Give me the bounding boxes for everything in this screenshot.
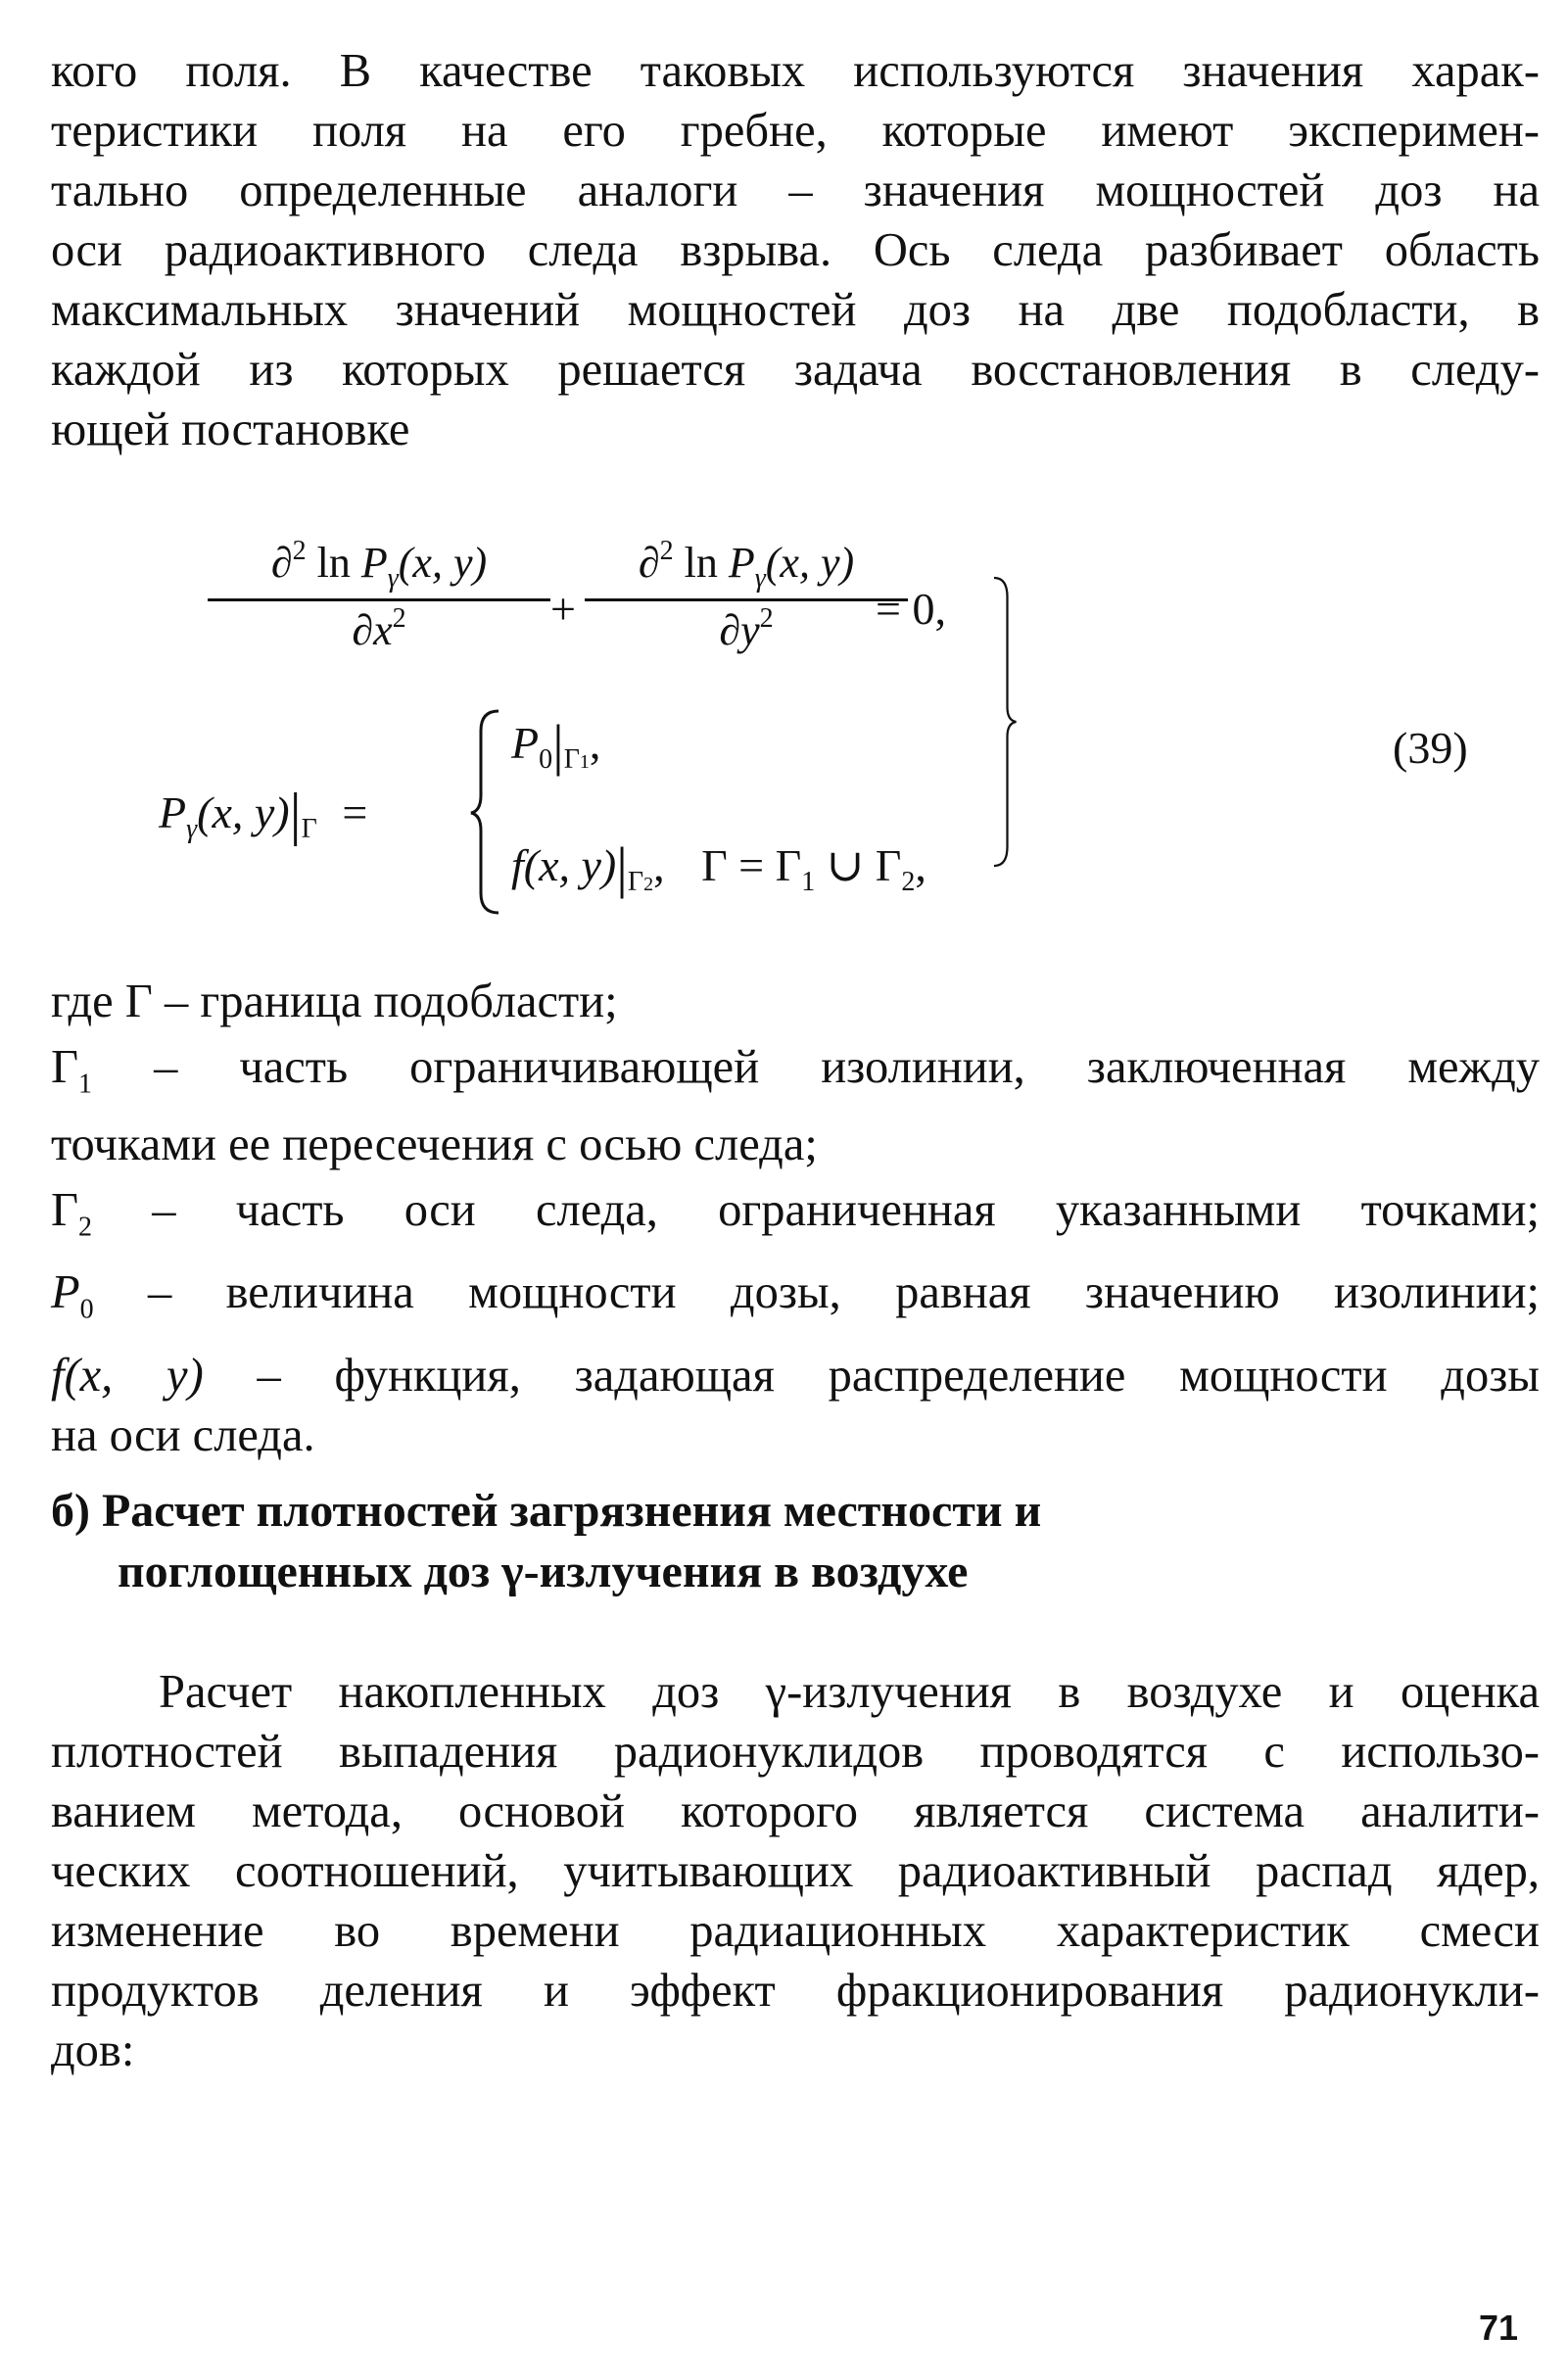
- text-line: ющей постановке: [51, 404, 410, 455]
- page: [51, 41, 1540, 2076]
- page-number: 71: [1479, 2308, 1519, 2348]
- text-line: плотностей выпадения радионуклидов проводятся с использо-: [51, 1726, 1540, 1778]
- case-2: f(x, $y)|_{\Gamma 2}$, $\Gamma = \Gamma_1$ ∪ $\Gamma_2$,: [511, 835, 926, 899]
- definition-gamma2: $\Gamma_2$ – часть оси следа, ограниченная указанными точками;: [51, 1183, 1540, 1243]
- text-line: оси радиоактивного следа взрыва. Ось следа разбивает область: [51, 224, 1540, 276]
- left-brace-icon: [467, 707, 506, 918]
- definitions: [51, 972, 1540, 1465]
- case-1: $P_0|_{\Gamma 1}$,: [511, 713, 601, 777]
- plus-sign: +: [550, 584, 576, 634]
- text-line: ческих соотношений, учитывающих радиоактивный распад ядер,: [51, 1845, 1540, 1897]
- text-line: изменение во времени радиационных характеристик смеси: [51, 1905, 1540, 1957]
- text-line: кого поля. В качестве таковых используются значения харак-: [51, 45, 1540, 97]
- fraction-d2-dx2: ∂$^2$ $\ln P_\gamma(x$, y) $\partial x^2$: [208, 536, 550, 655]
- equals-zero: = 0,: [876, 584, 946, 634]
- body-paragraph: [51, 1662, 1540, 2080]
- text-line: дов:: [51, 2024, 135, 2076]
- definition-p0: $P_0$ – величина мощности дозы, равная значению изолинии;: [51, 1266, 1540, 1326]
- text-line: продуктов деления и эффект фракционирования радионукли-: [51, 1965, 1540, 2017]
- fraction-d2-dy2: ∂$^2$ $\ln P_\gamma(x$, y) $\partial y^2$: [585, 536, 908, 655]
- text-line: Расчет накопленных доз γ-излучения в воздухе и оценка: [159, 1666, 1540, 1718]
- text-line: каждой из которых решается задача восстановления в следу-: [51, 344, 1540, 396]
- definition-f: f(x, y) – функция, задающая распределение мощности дозы на оси следа.: [51, 1350, 1540, 1462]
- text-line: тально определенные аналоги – значения мощностей доз на: [51, 165, 1540, 216]
- section-heading: б) Расчет плотностей загрязнения местности и поглощенных доз γ-излучения в воздухе: [51, 1485, 1042, 1597]
- text-line: ванием метода, основой которого является система аналити-: [51, 1785, 1540, 1837]
- definition-gamma1: $\Gamma_1$ – часть ограничивающей изолинии, заключенная между точками ее пересечения с осью следа;: [51, 1041, 1540, 1170]
- text-line: теристики поля на его гребне, которые имеют эксперимен-: [51, 105, 1540, 157]
- definition-gamma: где Γ – граница подобласти;: [51, 976, 618, 1027]
- equation-number: (39): [1393, 723, 1468, 773]
- equation-39: [51, 516, 1540, 937]
- text-line: максимальных значений мощностей доз на две подобласти, в: [51, 284, 1540, 336]
- intro-paragraph: [51, 41, 1540, 459]
- right-brace-icon: [991, 526, 1021, 918]
- lhs-boundary: $P_\gamma(x$, $y)|_\Gamma$ =: [159, 782, 368, 846]
